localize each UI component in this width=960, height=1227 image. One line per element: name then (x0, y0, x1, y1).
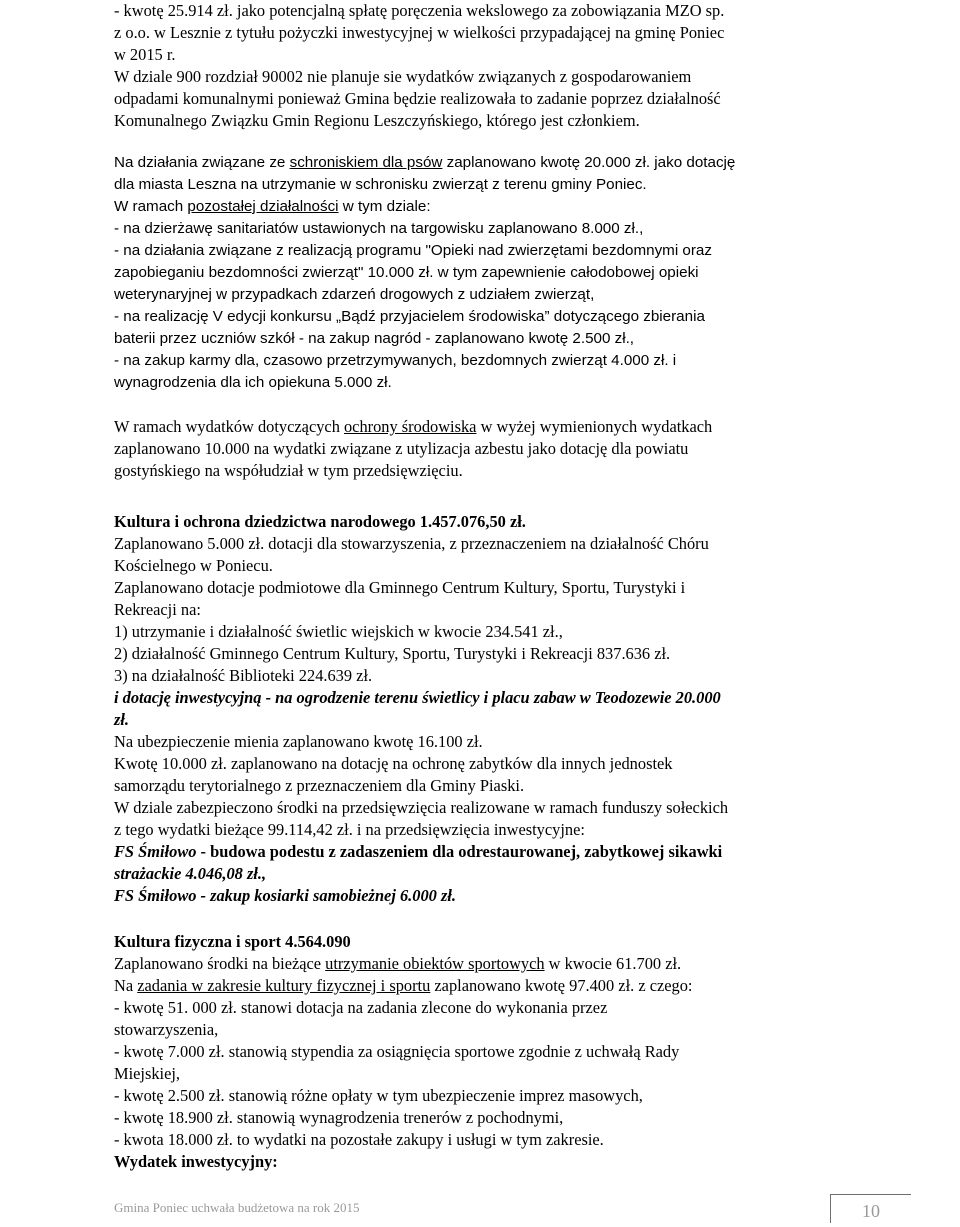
text-line: i dotację inwestycyjną - na ogrodzenie terenu świetlicy i placu zabaw w Teodozewie 20.000 (114, 688, 721, 707)
text-line: wynagrodzenia dla ich opiekuna 5.000 zł. (114, 374, 392, 391)
text-line: - na zakup karmy dla, czasowo przetrzymywanych, bezdomnych zwierząt 4.000 zł. i (114, 352, 677, 369)
text-line: - kwotę 2.500 zł. stanowią różne opłaty w tym ubezpieczenie imprez masowych, (114, 1086, 643, 1105)
text-line: dla miasta Leszna na utrzymanie w schronisku zwierząt z terenu gminy Poniec. (114, 176, 647, 193)
text-line: odpadami komunalnymi ponieważ Gmina będzie realizowała to zadanie poprzez działalność (114, 89, 721, 108)
text-line: 1) utrzymanie i działalność świetlic wiejskich w kwocie 234.541 zł., (114, 622, 563, 641)
section-heading: Kultura fizyczna i sport 4.564.090 (114, 932, 351, 951)
text-line: Zaplanowano 5.000 zł. dotacji dla stowarzyszenia, z przeznaczeniem na działalność Chóru (114, 534, 709, 553)
text-line: - na dzierżawę sanitariatów ustawionych na targowisku zaplanowano 8.000 zł., (114, 220, 644, 237)
text-line: - na działania związane z realizacją programu "Opieki nad zwierzętami bezdomnymi oraz (114, 242, 712, 259)
underlined-phrase: pozostałej działalności (187, 198, 339, 215)
text-line: - kwotę 7.000 zł. stanowią stypendia za osiągnięcia sportowe zgodnie z uchwałą Rady (114, 1042, 680, 1061)
underlined-phrase: schroniskiem dla psów (289, 154, 443, 171)
text-line: Na zadania w zakresie kultury fizycznej i sportu zaplanowano kwotę 97.400 zł. z czego: (114, 976, 693, 995)
underlined-phrase: utrzymanie obiektów sportowych (325, 954, 545, 973)
text-line: Na działania związane ze schroniskiem dla psów zaplanowano kwotę 20.000 zł. jako dotację (114, 154, 736, 171)
text-line: w 2015 r. (114, 45, 176, 64)
text-line: Miejskiej, (114, 1064, 181, 1083)
text-line: W dziale 900 rozdział 90002 nie planuje sie wydatków związanych z gospodarowaniem (114, 67, 692, 86)
text-line: FS Śmiłowo - zakup kosiarki samobieżnej 6.000 zł. (114, 886, 456, 905)
page-number: 10 (830, 1194, 911, 1223)
text-line: Kwotę 10.000 zł. zaplanowano na dotację na ochronę zabytków dla innych jednostek (114, 754, 673, 773)
text-line: W dziale zabezpieczono środki na przedsięwzięcia realizowane w ramach funduszy sołeckich (114, 798, 729, 817)
text-line: Rekreacji na: (114, 600, 201, 619)
section-heading: Kultura i ochrona dziedzictwa narodowego 1.457.076,50 zł. (114, 512, 526, 531)
text-line: Na ubezpieczenie mienia zaplanowano kwotę 16.100 zł. (114, 732, 483, 751)
text-line: zł. (114, 710, 130, 729)
text-line: gostyńskiego na współudział w tym przedsięwzięciu. (114, 461, 463, 480)
text-line: samorządu terytorialnego z przeznaczeniem dla Gminy Piaski. (114, 776, 525, 795)
underlined-phrase: zadania w zakresie kultury fizycznej i sportu (137, 976, 431, 995)
text-line: z o.o. w Lesznie z tytułu pożyczki inwestycyjnej w wielkości przypadającej na gminę Poniec (114, 23, 725, 42)
text-line: Wydatek inwestycyjny: (114, 1152, 278, 1171)
text-line: baterii przez uczniów szkół - na zakup nagród - zaplanowano kwotę 2.500 zł., (114, 330, 635, 347)
text-line: zapobieganiu bezdomności zwierząt" 10.000 zł. w tym zapewnienie całodobowej opieki (114, 264, 699, 281)
text-line: stowarzyszenia, (114, 1020, 219, 1039)
text-line: W ramach wydatków dotyczących ochrony środowiska w wyżej wymienionych wydatkach (114, 417, 713, 436)
text-line: - na realizację V edycji konkursu „Bądź przyjacielem środowiska” dotyczącego zbierania (114, 308, 705, 325)
text-line: FS Śmiłowo - budowa podestu z zadaszeniem dla odrestaurowanej, zabytkowej sikawki (114, 842, 723, 861)
underlined-phrase: ochrony środowiska (343, 417, 477, 436)
text-line: z tego wydatki bieżące 99.114,42 zł. i na przedsięwzięcia inwestycyjne: (114, 820, 585, 839)
text-line: - kwotę 25.914 zł. jako potencjalną spłatę poręczenia wekslowego za zobowiązania MZO sp. (114, 1, 725, 20)
text-line: zaplanowano 10.000 na wydatki związane z utylizacja azbestu jako dotację dla powiatu (114, 439, 689, 458)
text-line: W ramach pozostałej działalności w tym dziale: (114, 198, 431, 215)
text-line: - kwotę 51. 000 zł. stanowi dotacja na zadania zlecone do wykonania przez (114, 998, 608, 1017)
text-line: Kościelnego w Poniecu. (114, 556, 273, 575)
text-line: Zaplanowano dotacje podmiotowe dla Gminnego Centrum Kultury, Sportu, Turystyki i (114, 578, 686, 597)
text-line: 3) na działalność Biblioteki 224.639 zł. (114, 666, 373, 685)
text-line: weterynaryjnej w przypadkach zdarzeń drogowych z udziałem zwierząt, (114, 286, 595, 303)
text-line: - kwota 18.000 zł. to wydatki na pozostałe zakupy i usługi w tym zakresie. (114, 1130, 604, 1149)
text-line: Zaplanowano środki na bieżące utrzymanie obiektów sportowych w kwocie 61.700 zł. (114, 954, 682, 973)
text-line: Komunalnego Związku Gmin Regionu Leszczyńskiego, którego jest członkiem. (114, 111, 640, 130)
page-footer: Gmina Poniec uchwała budżetowa na rok 2015 (114, 1200, 360, 1215)
text-line: - kwotę 18.900 zł. stanowią wynagrodzenia trenerów z pochodnymi, (114, 1108, 564, 1127)
text-line: 2) działalność Gminnego Centrum Kultury, Sportu, Turystyki i Rekreacji 837.636 zł. (114, 644, 671, 663)
text-line: strażackie 4.046,08 zł., (114, 864, 267, 883)
